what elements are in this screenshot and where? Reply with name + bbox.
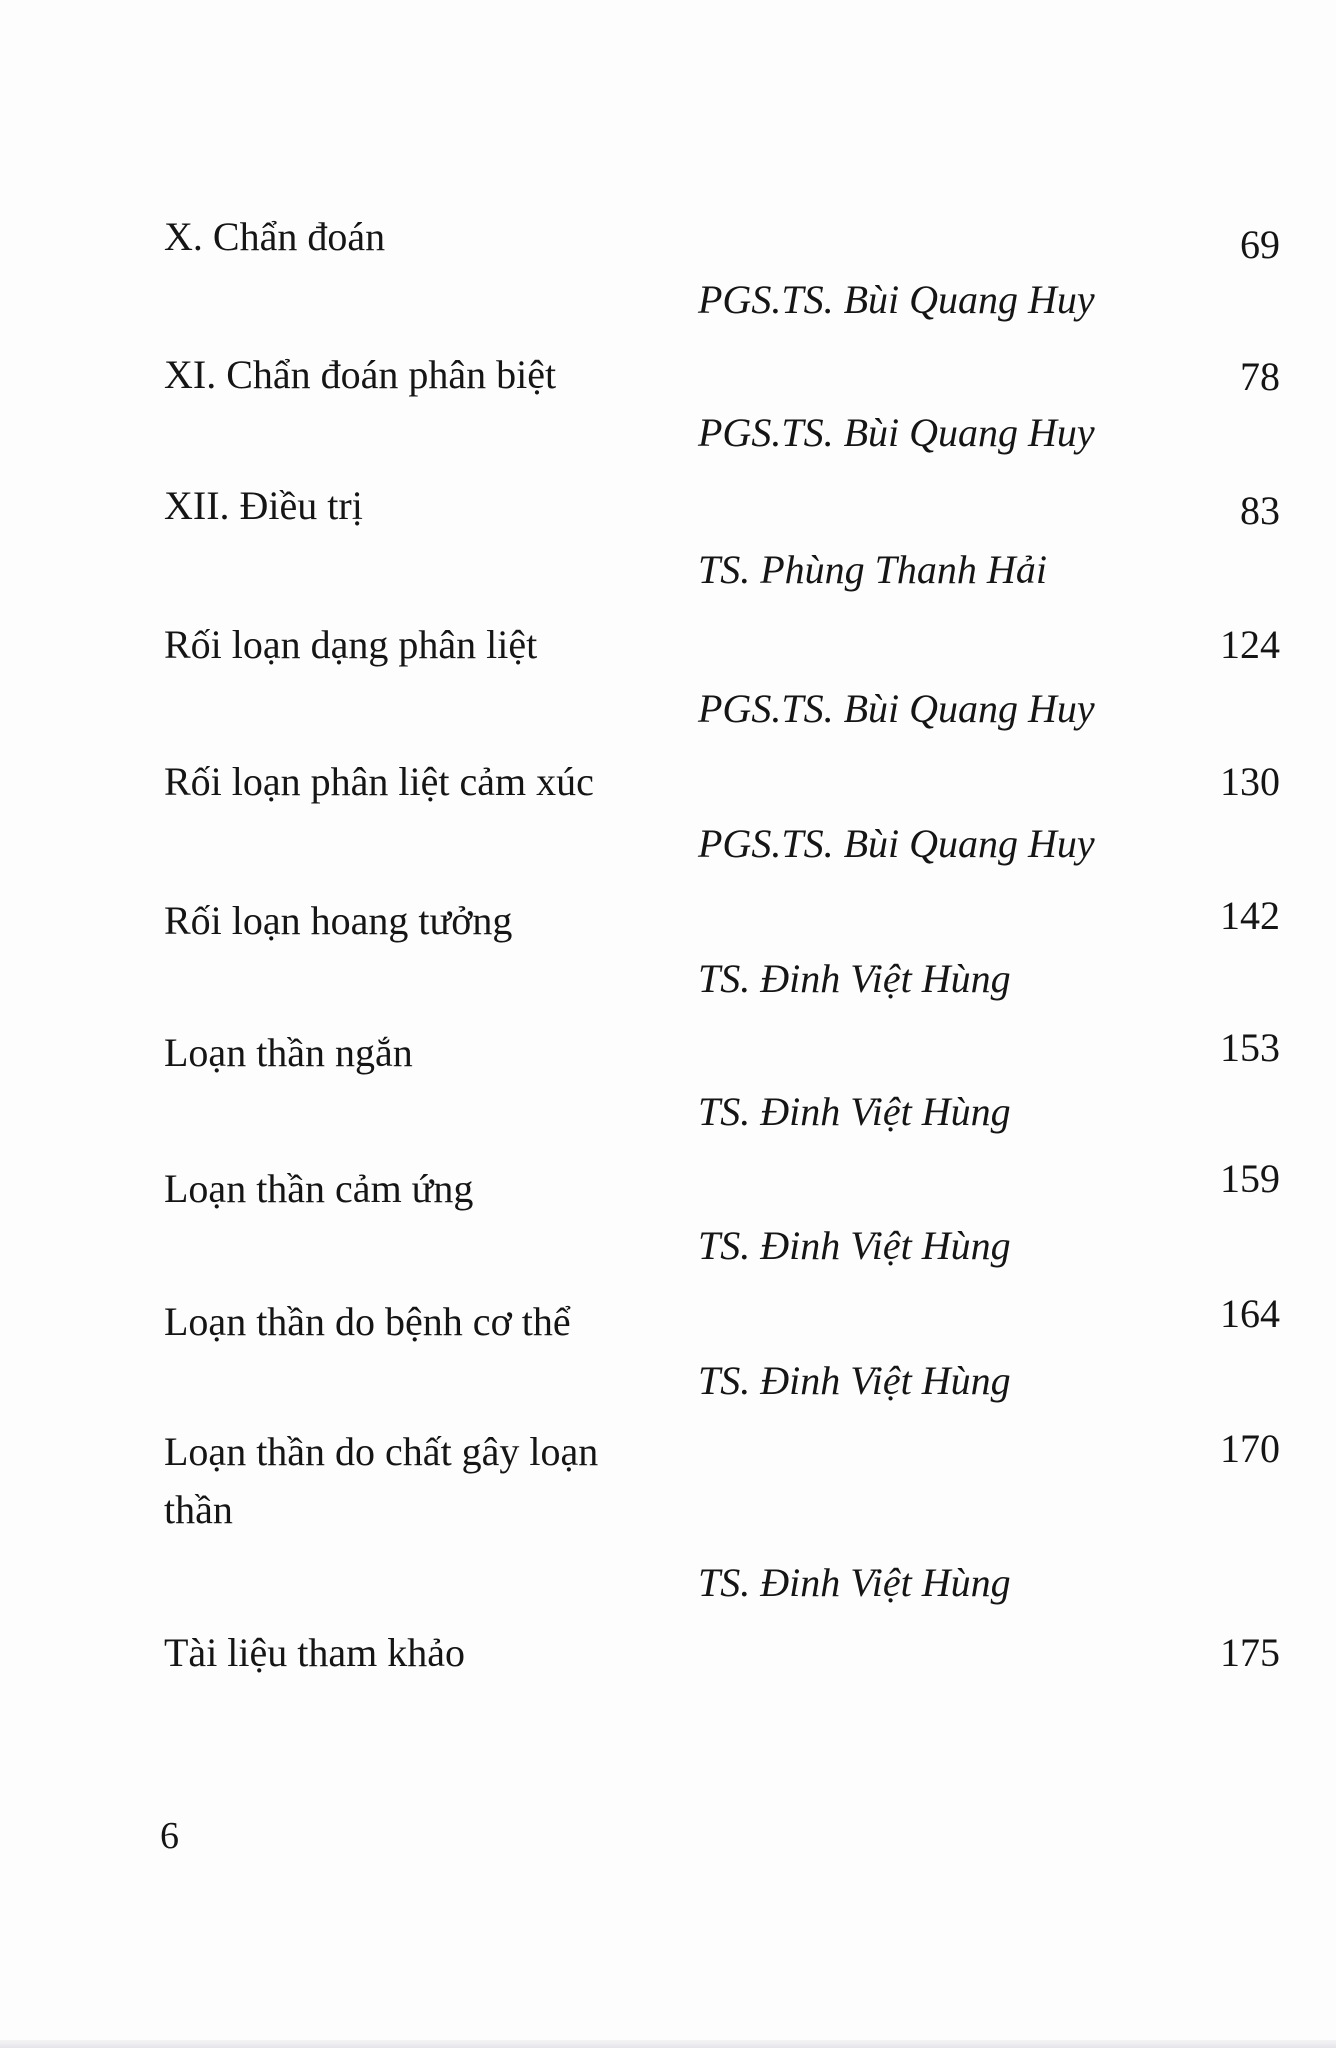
toc-entry-page: 124 [1220,622,1280,667]
toc-entry-page: 78 [1240,354,1280,399]
toc-entry-page: 170 [1220,1426,1280,1471]
toc-entry-page: 153 [1220,1025,1280,1070]
toc-entry-author: TS. Đinh Việt Hùng [698,1358,1011,1403]
toc-entry-title: XI. Chẩn đoán phân biệt [164,352,557,397]
toc-entry-author: TS. Đinh Việt Hùng [698,1089,1011,1134]
toc-entry-author: TS. Đinh Việt Hùng [698,1560,1011,1605]
toc-entry-title: Loạn thần ngắn [164,1030,413,1075]
toc-entry-author: PGS.TS. Bùi Quang Huy [698,686,1095,731]
toc-entry-author: PGS.TS. Bùi Quang Huy [698,410,1095,455]
toc-entry-author: TS. Đinh Việt Hùng [698,1223,1011,1268]
toc-entry-page: 175 [1220,1630,1280,1675]
toc-entry-title: Rối loạn phân liệt cảm xúc [164,759,594,804]
toc-entry-author: TS. Đinh Việt Hùng [698,956,1011,1001]
toc-entry-page: 83 [1240,488,1280,533]
toc-entry-page: 159 [1220,1156,1280,1201]
toc-entry-title: Rối loạn dạng phân liệt [164,622,538,667]
toc-entry-title: Tài liệu tham khảo [164,1630,466,1675]
toc-entry-title: Loạn thần do chất gây loạn [164,1429,599,1474]
toc-entry-author: PGS.TS. Bùi Quang Huy [698,821,1095,866]
toc-entry-page: 142 [1220,893,1280,938]
toc-entry-page: 130 [1220,759,1280,804]
toc-entry-title: XII. Điều trị [164,483,363,528]
toc-entry-author: PGS.TS. Bùi Quang Huy [698,277,1095,322]
toc-entry-page: 164 [1220,1291,1280,1336]
page-bottom-edge [0,2040,1336,2048]
toc-entry-title: X. Chẩn đoán [164,214,386,259]
toc-entry-title: Loạn thần do bệnh cơ thể [164,1299,571,1344]
toc-entry-title: Loạn thần cảm ứng [164,1166,474,1211]
page-number: 6 [160,1815,179,1857]
toc-entry-title: Rối loạn hoang tưởng [164,898,513,943]
toc-entry-title-continued: thần [164,1487,233,1532]
toc-entry-page: 69 [1240,222,1280,267]
toc-entry-author: TS. Phùng Thanh Hải [698,547,1047,592]
